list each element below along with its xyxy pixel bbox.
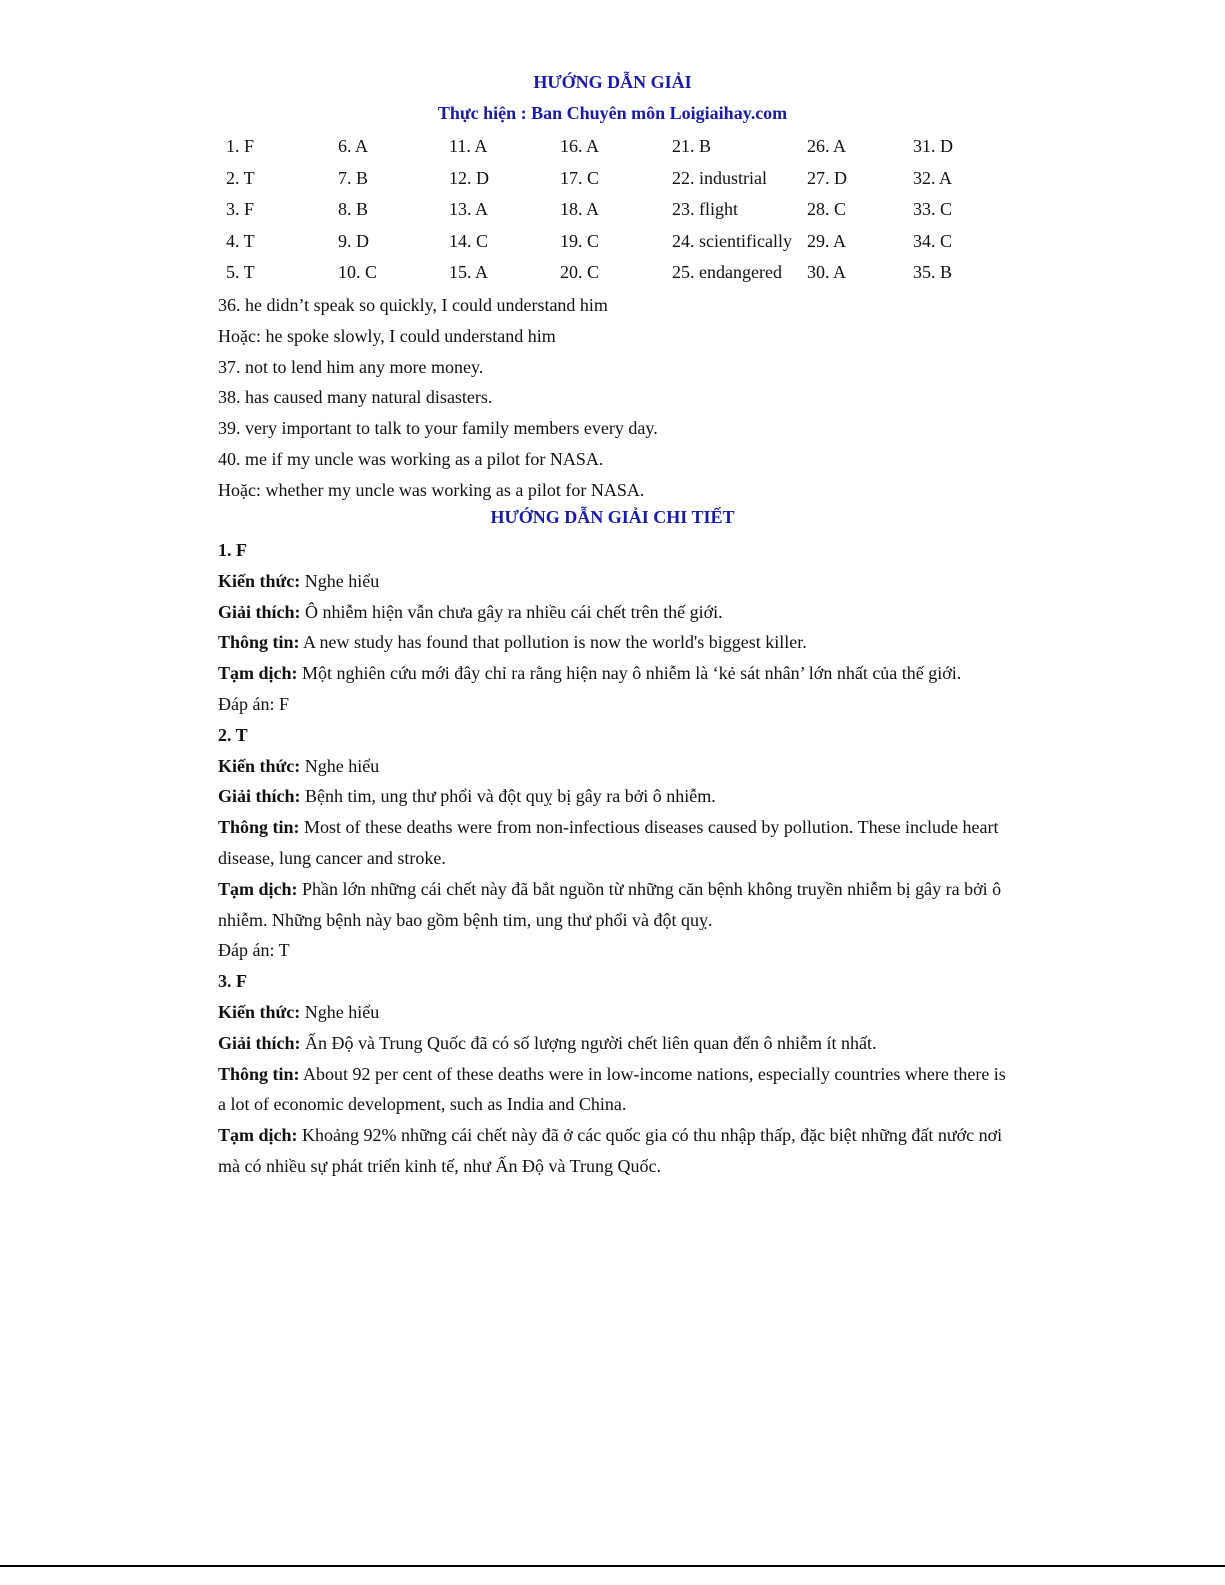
answer-cell: 18. A [560,199,600,220]
answer-cell: 27. D [807,167,847,188]
page-title: HƯỚNG DẪN GIẢI [533,72,692,92]
answer-cell: 34. C [913,230,953,251]
page-subtitle: Thực hiện : Ban Chuyên môn Loigiaihay.com [437,103,788,123]
answer-cell: 1. F [226,136,255,157]
solution-answer: Đáp án: F [218,693,289,714]
answer-cell: 33. C [913,199,953,220]
answer-cell: 5. T [226,262,255,283]
solution-label: Giải thích: [218,1032,301,1053]
written-answer-line: 36. he didn’t speak so quickly, I could understand him [218,295,608,315]
answer-cell: 10. C [338,262,378,283]
solution-text: Ấn Độ và Trung Quốc đã có số lượng người chết liên quan đến ô nhiễm ít nhất. [305,1032,877,1053]
solution-text: About 92 per cent of these deaths were in low-income nations, especially countries where there is a lot of economic development, such as India and China. [218,1063,1006,1115]
solution-text: A new study has found that pollution is now the world's biggest killer. [303,632,807,653]
solution-block [218,720,1008,966]
solution-text: Most of these deaths were from non-infectious diseases caused by pollution. These include heart disease, lung cancer and stroke. [218,817,999,868]
solution-label: Kiến thức: [218,570,301,591]
solution-heading: 2. T [218,724,248,745]
solution-translation [218,1120,1008,1182]
written-answer-line: Hoặc: whether my uncle was working as a pilot for NASA. [218,479,645,500]
answer-cell: 3. F [226,199,255,220]
detailed-solutions [218,535,1008,1182]
solution-text: Một nghiên cứu mới đây chỉ ra rằng hiện nay ô nhiễm là ‘kẻ sát nhân’ lớn nhất của thế giới. [302,663,962,684]
solution-label: Giải thích: [218,601,301,622]
solution-answer: Đáp án: T [218,940,290,961]
solution-text: Nghe hiểu [304,1001,380,1022]
answer-row [226,163,993,195]
solution-info [218,627,1008,658]
answer-cell: 30. A [807,262,847,283]
solution-label: Thông tin: [218,1063,300,1084]
solution-label: Thông tin: [218,632,300,653]
answer-cell: 9. D [338,230,369,251]
answer-cell: 14. C [449,230,489,251]
answer-cell: 26. A [807,136,847,157]
solution-explanation [218,1028,1008,1059]
solution-label: Tạm dịch: [218,1125,298,1146]
solution-text: Nghe hiểu [304,570,380,591]
solution-translation [218,658,1008,689]
solution-label: Giải thích: [218,786,301,807]
answer-cell: 19. C [560,230,600,251]
answer-cell: 35. B [913,262,953,283]
answer-cell: 16. A [560,136,600,157]
answer-grid [226,131,993,289]
answer-cell: 11. A [449,136,488,157]
solution-block [218,966,1008,1182]
solution-label: Kiến thức: [218,1001,301,1022]
written-answers [218,290,1008,506]
answer-cell: 17. C [560,167,600,188]
answer-cell: 23. flight [672,199,738,220]
answer-row [226,257,993,289]
solution-translation [218,874,1008,936]
solution-info [218,812,1008,874]
solution-info [218,1059,1008,1121]
solution-text: Nghe hiểu [304,755,380,776]
solution-heading: 1. F [218,540,247,560]
written-answer-line: 37. not to lend him any more money. [218,356,484,377]
solution-label: Kiến thức: [218,755,301,776]
solution-text: Khoảng 92% những cái chết này đã ở các quốc gia có thu nhập thấp, đặc biệt những đất nước nơi mà có nhiều sự phát triển kinh tế, như Ấn Độ và Trung Quốc. [218,1125,1003,1176]
answer-row [226,131,993,163]
answer-cell: 13. A [449,199,489,220]
answer-cell: 8. B [338,199,369,220]
written-answer-line: 39. very important to talk to your family members every day. [218,418,658,439]
answer-cell: 6. A [338,136,369,157]
solution-text: Ô nhiễm hiện vẫn chưa gây ra nhiều cái chết trên thế giới. [305,601,723,622]
solution-heading: 3. F [218,971,247,992]
answer-cell: 20. C [560,262,600,283]
answer-cell: 28. C [807,199,847,220]
detail-title: HƯỚNG DẪN GIẢI CHI TIẾT [490,507,735,527]
answer-cell: 12. D [449,167,489,188]
solution-knowledge [218,566,1008,597]
solution-explanation [218,597,1008,628]
answer-cell: 25. endangered [672,262,782,283]
answer-cell: 31. D [913,136,953,157]
written-answer-line: 38. has caused many natural disasters. [218,387,493,408]
answer-cell: 4. T [226,230,255,251]
solution-label: Tạm dịch: [218,878,298,899]
answer-cell: 21. B [672,136,712,157]
solution-label: Thông tin: [218,817,300,838]
answer-cell: 24. scientifically [672,230,792,251]
answer-cell: 32. A [913,167,953,188]
answer-cell: 15. A [449,262,489,283]
written-answer-line: Hoặc: he spoke slowly, I could understand him [218,325,556,346]
solution-label: Tạm dịch: [218,663,298,684]
solution-text: Phần lớn những cái chết này đã bắt nguồn từ những căn bệnh không truyền nhiễm bị gây ra bởi ô nhiễm. Những bệnh này bao gồm bệnh tim, ung thư phổi và đột quỵ. [218,878,1002,930]
solution-text: Bệnh tim, ung thư phổi và đột quỵ bị gây ra bởi ô nhiễm. [305,786,716,807]
answer-cell: 2. T [226,167,255,188]
answer-row [226,194,993,226]
written-answer-line: 40. me if my uncle was working as a pilot for NASA. [218,448,604,469]
answer-cell: 29. A [807,230,847,251]
solution-knowledge [218,751,1008,782]
solution-knowledge [218,997,1008,1028]
answer-cell: 7. B [338,167,369,188]
bottom-rule [0,1565,1225,1567]
solution-explanation [218,781,1008,812]
solution-block [218,535,1008,720]
answer-cell: 22. industrial [672,167,767,188]
answer-row [226,226,993,258]
